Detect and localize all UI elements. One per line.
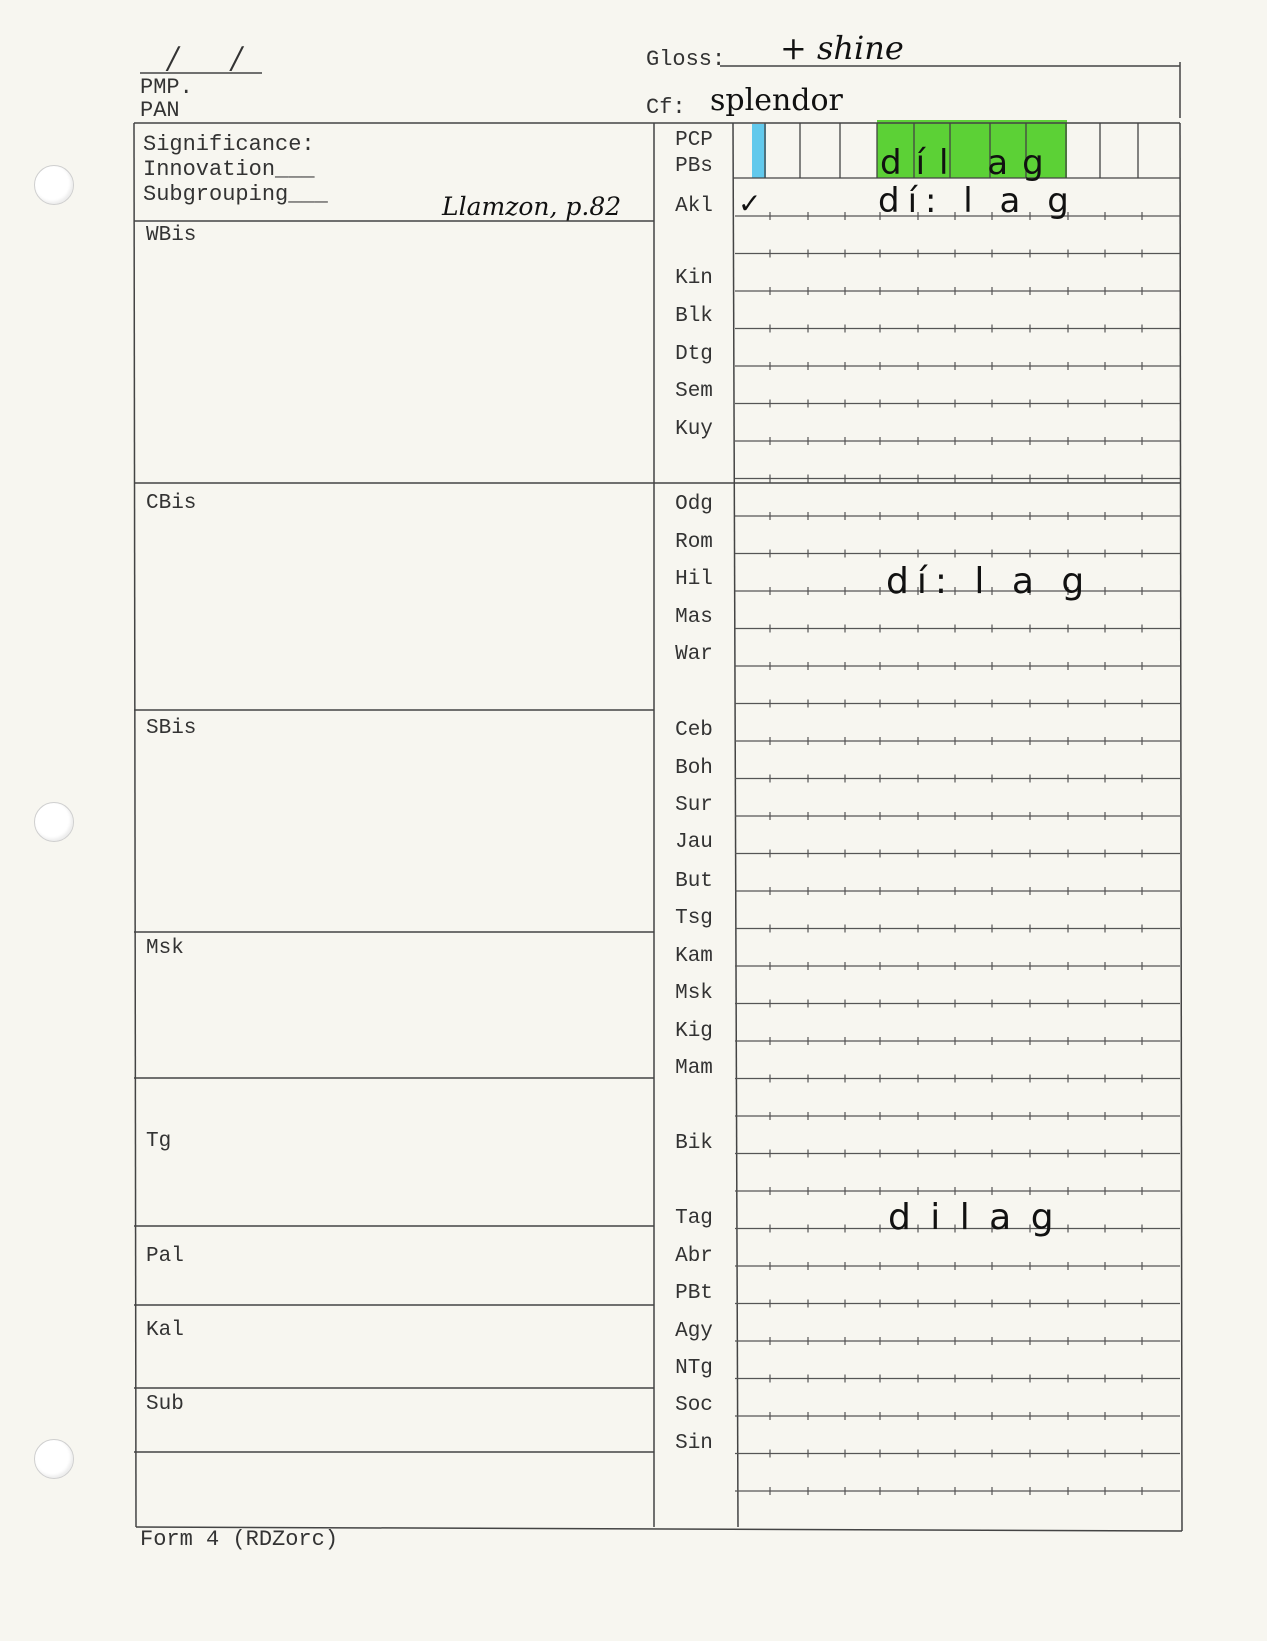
section-cbis: CBis: [146, 492, 197, 515]
lang-mam: Mam: [675, 1057, 713, 1080]
lang-kin: Kin: [675, 267, 713, 290]
innovation-field: Innovation___: [143, 157, 315, 182]
section-sbis: SBis: [146, 717, 197, 740]
source-note: Llamzon, p.82: [442, 192, 622, 221]
lang-pcp: PCP: [675, 129, 713, 152]
form-label: Form 4 (RDZorc): [140, 1527, 339, 1552]
tag-form: d i l a g: [888, 1197, 1058, 1238]
cf-label: Cf:: [646, 95, 686, 120]
significance-title: Significance:: [143, 132, 315, 157]
lang-msk: Msk: [675, 982, 713, 1005]
hil-form: dí: l a g: [886, 561, 1093, 602]
lang-bik: Bik: [675, 1132, 713, 1155]
lang-kuy: Kuy: [675, 418, 713, 441]
pbs-form: díl ag: [880, 143, 1058, 183]
section-tg: Tg: [146, 1130, 172, 1153]
lang-but: But: [675, 870, 713, 893]
section-wbis: WBis: [146, 224, 197, 247]
date-mark: / /: [168, 41, 264, 76]
lang-ntg: NTg: [675, 1357, 713, 1380]
lang-tsg: Tsg: [675, 907, 713, 930]
lang-kig: Kig: [675, 1020, 713, 1043]
section-pal: Pal: [146, 1245, 184, 1268]
lang-boh: Boh: [675, 757, 713, 780]
lang-odg: Odg: [675, 493, 713, 516]
lang-tag: Tag: [675, 1207, 713, 1230]
section-sub: Sub: [146, 1393, 184, 1416]
lang-sem: Sem: [675, 380, 713, 403]
lang-dtg: Dtg: [675, 343, 713, 366]
lang-blk: Blk: [675, 305, 713, 328]
lang-rom: Rom: [675, 531, 713, 554]
lang-akl: Akl: [675, 195, 713, 218]
lang-mas: Mas: [675, 606, 713, 629]
section-msk: Msk: [146, 937, 184, 960]
lang-jau: Jau: [675, 831, 713, 854]
lang-hil: Hil: [675, 568, 713, 591]
lang-abr: Abr: [675, 1245, 713, 1268]
akl-form: dí: l a g: [878, 181, 1077, 221]
cyan-highlight: [752, 124, 766, 178]
akl-check: ✓: [738, 187, 762, 220]
lang-sin: Sin: [675, 1432, 713, 1455]
lang-pbs: PBs: [675, 155, 713, 178]
lang-pbt: PBt: [675, 1282, 713, 1305]
proto-label-pan: PAN: [140, 98, 180, 123]
lang-agy: Agy: [675, 1320, 713, 1343]
section-kal: Kal: [146, 1319, 184, 1342]
subgrouping-field: Subgrouping___: [143, 182, 328, 207]
lang-ceb: Ceb: [675, 719, 713, 742]
cf-value: splendor: [710, 83, 843, 118]
lang-soc: Soc: [675, 1394, 713, 1417]
proto-label-pmp: PMP.: [140, 75, 193, 100]
gloss-value: + shine: [780, 29, 904, 67]
lang-kam: Kam: [675, 945, 713, 968]
lang-sur: Sur: [675, 794, 713, 817]
lang-war: War: [675, 643, 713, 666]
gloss-label: Gloss:: [646, 47, 726, 72]
